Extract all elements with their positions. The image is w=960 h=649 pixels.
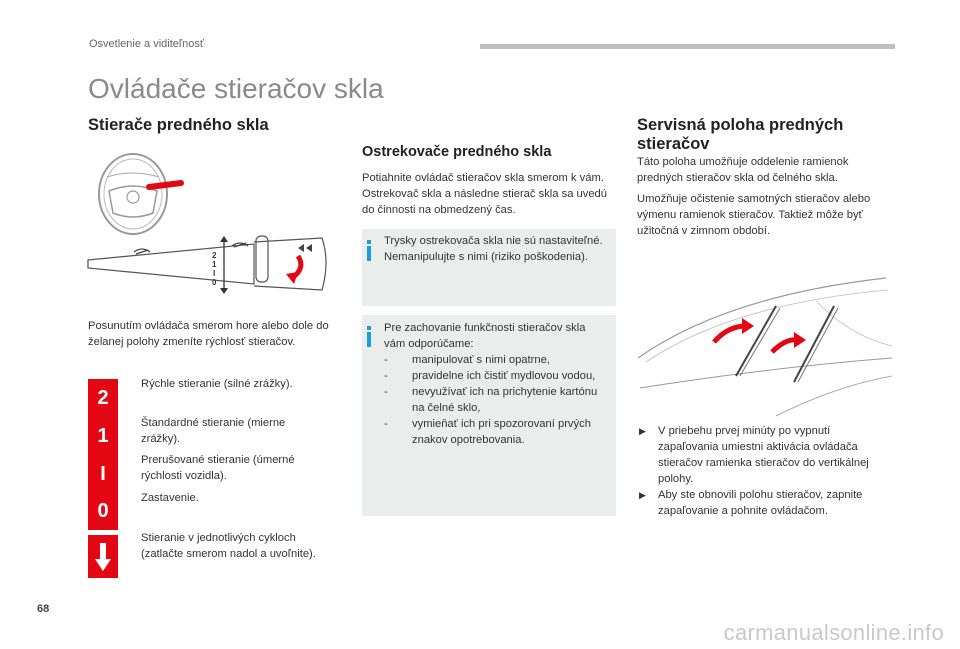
lever-scale-label: I [213,269,216,278]
mode-description: Zastavenie. [141,492,199,504]
down-arrow-icon [88,535,118,578]
mode-description: Prerušované stieranie (úmerné rýchlosti vozidla). [141,454,295,482]
wipers-heading: Stierače predného skla [88,116,269,134]
mode-description: Stieranie v jednotlivých cykloch (zatlačte smerom nadol a uvoľnite). [141,532,316,560]
list-item: - manipulovať s nimi opatrne, [384,352,610,368]
service-steps [637,423,892,519]
header-bar [480,44,895,49]
watermark: carmanualsonline.info [723,620,944,645]
mode-description: Rýchle stieranie (silné zrážky). [141,378,293,390]
lever-scale-label: 2 [212,251,217,260]
washers-heading: Ostrekovače predného skla [362,144,552,160]
list-item: - pravidelne ich čistiť mydlovou vodou, [384,368,610,384]
mode-code-1: 1 [88,417,118,455]
page-number: 68 [37,603,50,615]
service-text: Umožňuje očistenie samotných stieračov alebo výmenu ramienok stieračov. Taktiež môže byť užitočná v zimnom období. [637,193,871,237]
lever-scale-label: 1 [212,260,217,269]
info-box-nozzles [362,229,616,306]
mode-code-i: I [88,455,118,493]
info-icon [367,326,371,348]
list-item: ▶ V priebehu prvej minúty po vypnutí zapaľovania umiestni aktivácia ovládača stieračov ramienka stieračov do vertikálnej polohy. [639,425,869,485]
wiper-stalk-illustration [86,232,334,298]
info-text: Trysky ostrekovača skla nie sú nastaviteľné. Nemanipulujte s nimi (riziko poškodenia). [384,235,603,263]
wipers-intro: Posunutím ovládača smerom hore alebo dole do želanej polohy zmeníte rýchlosť stieračov. [88,320,329,348]
service-heading-line: stieračov [637,135,710,153]
info-text: Pre zachovanie funkčnosti stieračov skla vám odporúčame: [384,322,586,350]
list-item: - vymieňať ich pri spozorovaní prvých znakov opotrebovania. [384,416,610,448]
mode-description: Štandardné stieranie (mierne zrážky). [141,417,286,445]
triangle-bullet-icon: ▶ [639,426,646,436]
steering-wheel-illustration [95,147,185,242]
page-title: Ovládače stieračov skla [88,73,384,104]
lever-scale-label: 0 [212,278,217,287]
service-heading-line: Servisná poloha predných [637,116,844,134]
section-label: Osvetlenie a viditeľnosť [89,38,204,50]
windshield-illustration [636,276,894,421]
list-item: ▶ Aby ste obnovili polohu stieračov, zapnite zapaľovanie a pohnite ovládačom. [639,489,863,517]
service-text: Táto poloha umožňuje oddelenie ramienok predných stieračov skla od čelného skla. [637,156,849,184]
mode-code-2: 2 [88,379,118,417]
washers-text: Potiahnite ovládač stieračov skla smerom k vám. Ostrekovač skla a následne stierač skla sa uvedú do činnosti na obmedzený čas. [362,172,608,216]
care-list [384,352,610,448]
info-box-care [362,315,616,516]
info-icon [367,240,371,262]
list-item: - nevyužívať ich na prichytenie kartónu na čelné sklo, [384,384,610,416]
service-heading [637,116,843,154]
triangle-bullet-icon: ▶ [639,490,646,500]
mode-code-0: 0 [88,492,118,530]
